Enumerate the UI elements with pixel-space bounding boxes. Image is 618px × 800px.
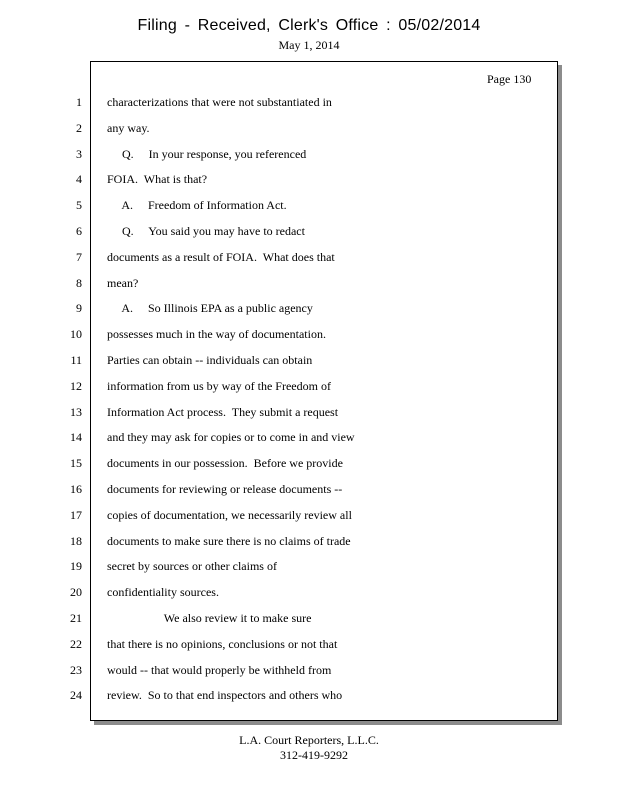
line-text: confidentiality sources. [107,585,219,600]
line-text: FOIA. What is that? [107,172,208,187]
line-text: and they may ask for copies or to come in and view [107,430,355,445]
line-text: documents as a result of FOIA. What does that [107,249,335,264]
line-number: 22 [70,636,82,651]
line-number: 17 [70,507,82,522]
line-text: We also review it to make sure [107,611,312,625]
line-number: 21 [70,611,82,625]
line-text: documents in our possession. Before we provide [107,456,343,471]
line-number: 16 [70,482,82,496]
line-number: 3 [76,146,82,161]
line-number: 5 [76,198,82,213]
line-text: documents for reviewing or release documents -- [107,482,343,496]
line-number: 12 [70,378,82,393]
line-number: 4 [76,172,82,187]
hearing-date: May 1, 2014 [278,38,340,52]
line-text: that there is no opinions, conclusions or not that [107,636,338,651]
line-number: 11 [70,353,82,367]
reporter-phone: 312-419-9292 [280,748,348,762]
line-number: 23 [70,662,82,677]
line-number: 6 [76,224,82,238]
reporter-company: L.A. Court Reporters, L.L.C. [239,733,379,747]
line-text: review. So to that end inspectors and others who [107,688,343,703]
line-text: copies of documentation, we necessarily review all [107,507,352,522]
line-number: 15 [70,456,82,471]
line-number: 19 [70,559,82,574]
line-text: would -- that would properly be withheld from [107,662,332,677]
line-number: 24 [70,688,82,703]
line-text: possesses much in the way of documentation. [107,327,326,342]
line-text: any way. [107,120,150,135]
line-number: 20 [70,585,82,600]
filing-stamp: Filing - Received, Clerk's Office : 05/02/2014 [137,17,481,34]
line-text: Information Act process. They submit a request [107,404,339,419]
line-number: 7 [76,249,82,264]
line-number: 14 [70,430,82,445]
line-number: 8 [76,275,82,290]
line-text: characterizations that were not substantiated in [107,95,332,109]
page-number: Page 130 [487,72,532,86]
line-text: Parties can obtain -- individuals can obtain [107,353,313,367]
line-text: A. So Illinois EPA as a public agency [107,301,313,316]
line-number: 9 [76,301,82,316]
line-text: mean? [107,275,139,290]
line-text: A. Freedom of Information Act. [107,198,287,213]
line-number: 2 [76,120,82,135]
line-number: 13 [70,404,82,419]
line-text: documents to make sure there is no claims of trade [107,533,351,548]
line-number: 1 [76,95,82,109]
line-text: information from us by way of the Freedom of [107,378,331,393]
line-number: 18 [70,533,82,548]
line-text: Q. You said you may have to redact [107,224,305,238]
line-text: secret by sources or other claims of [107,559,277,574]
line-text: Q. In your response, you referenced [107,146,307,161]
line-number: 10 [70,327,82,342]
